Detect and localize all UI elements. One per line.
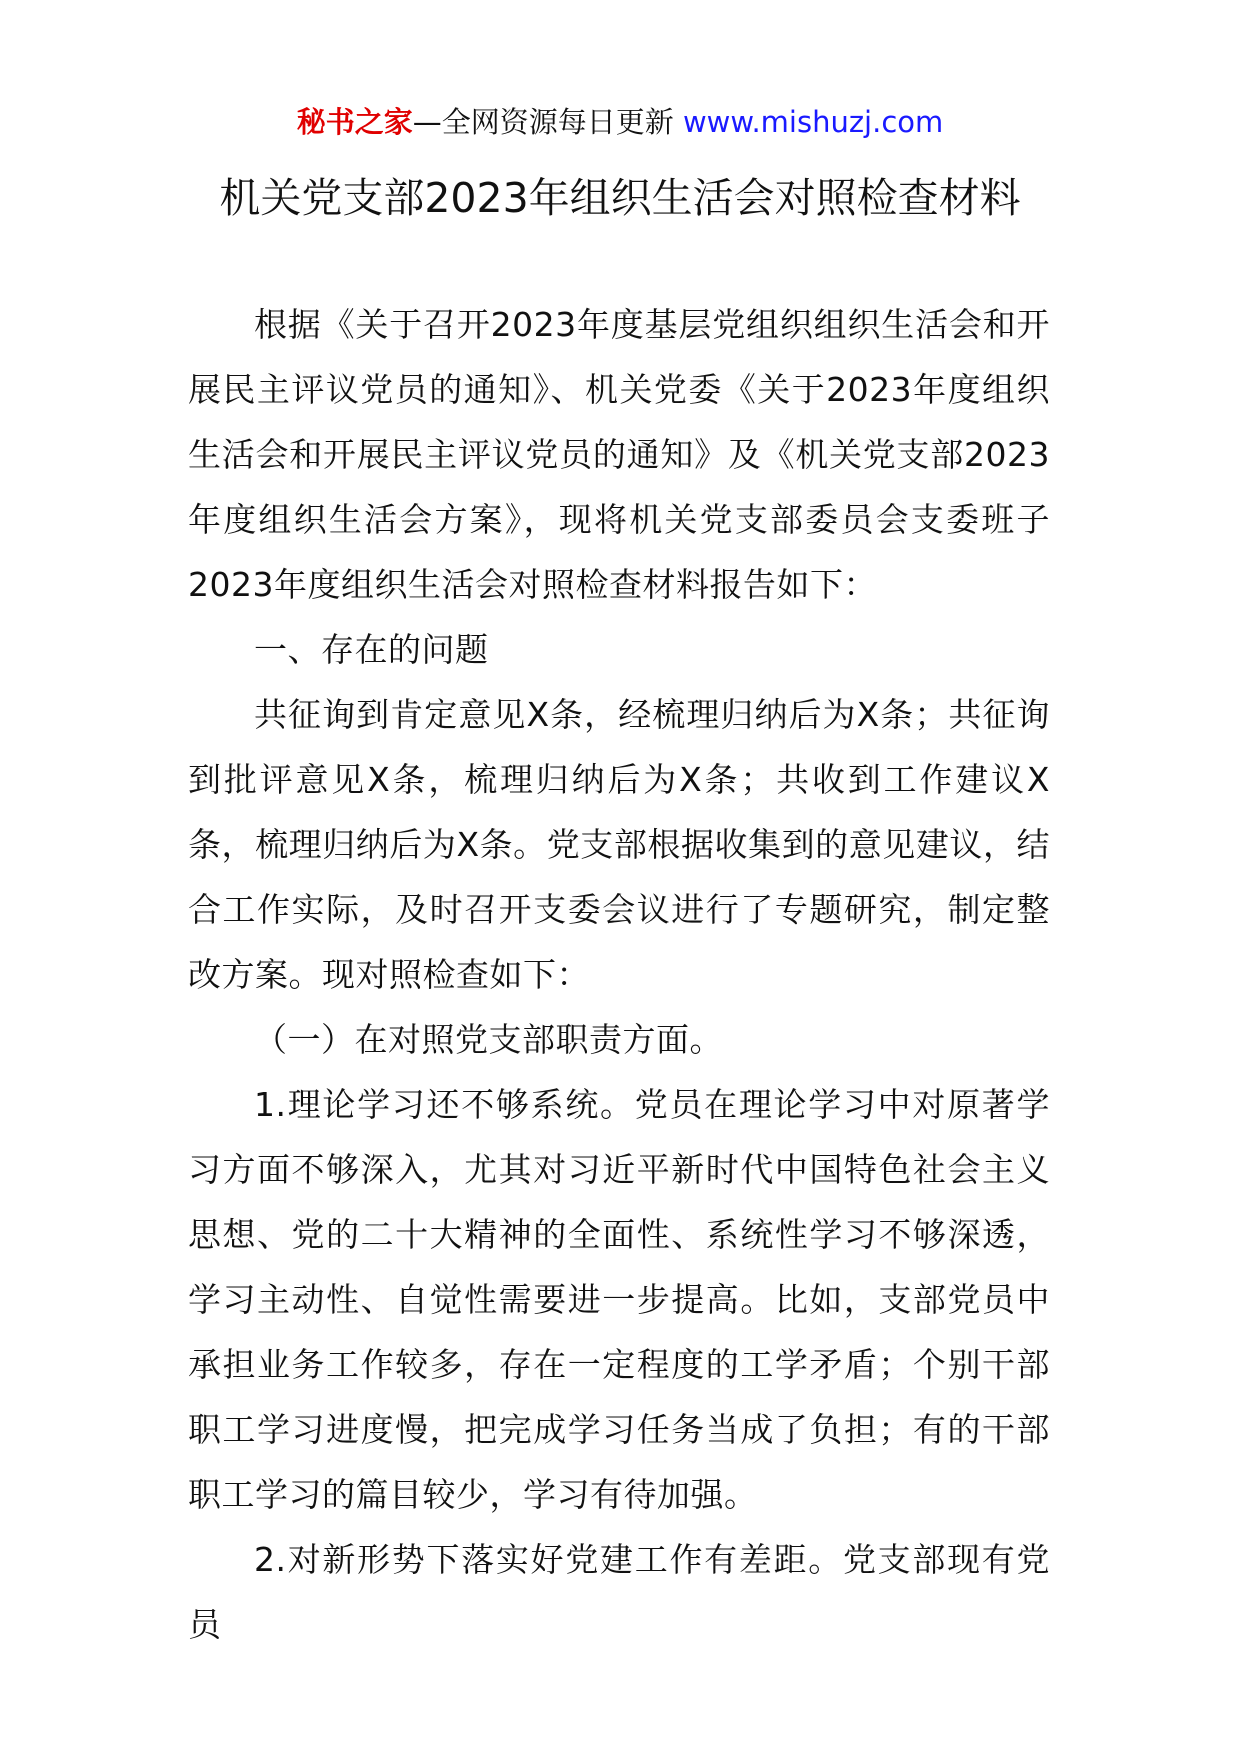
- item-paragraph-1: 1.理论学习还不够系统。党员在理论学习中对原著学习方面不够深入，尤其对习近平新时代中国特色社会主义思想、党的二十大精神的全面性、系统性学习不够深透，学习主动性、自觉性需要进一步提高。比如，支部党员中承担业务工作较多，存在一定程度的工学矛盾；个别干部职工学习进度慢，把完成学习任务当成了负担；有的干部职工学习的篇目较少，学习有待加强。: [188, 1085, 1050, 1514]
- brand-name: 秘书之家: [296, 105, 413, 139]
- summary-paragraph: 共征询到肯定意见X条，经梳理归纳后为X条；共征询到批评意见X条，梳理归纳后为X条；共收到工作建议X条，梳理归纳后为X条。党支部根据收集到的意见建议，结合工作实际，及时召开支委会议进行了专题研究，制定整改方案。现对照检查如下：: [188, 695, 1050, 994]
- section-heading-problems: 一、存在的问题: [254, 630, 489, 669]
- item-paragraph-2: 2.对新形势下落实好党建工作有差距。党支部现有党员: [188, 1540, 1050, 1644]
- site-banner: [0, 102, 1240, 142]
- intro-paragraph: 根据《关于召开2023年度基层党组织组织生活会和开展民主评议党员的通知》、机关党委《关于2023年度组织生活会和开展民主评议党员的通知》及《机关党支部2023年度组织生活会方案》，现将机关党支部委员会支委班子2023年度组织生活会对照检查材料报告如下：: [188, 305, 1050, 604]
- document-title: 机关党支部2023年组织生活会对照检查材料: [219, 174, 1021, 222]
- document-body: [188, 292, 1050, 1657]
- subsection-heading-duties: （一）在对照党支部职责方面。: [254, 1020, 723, 1059]
- banner-tagline: —全网资源每日更新: [412, 105, 683, 139]
- site-url-link[interactable]: www.mishuzj.com: [682, 105, 944, 139]
